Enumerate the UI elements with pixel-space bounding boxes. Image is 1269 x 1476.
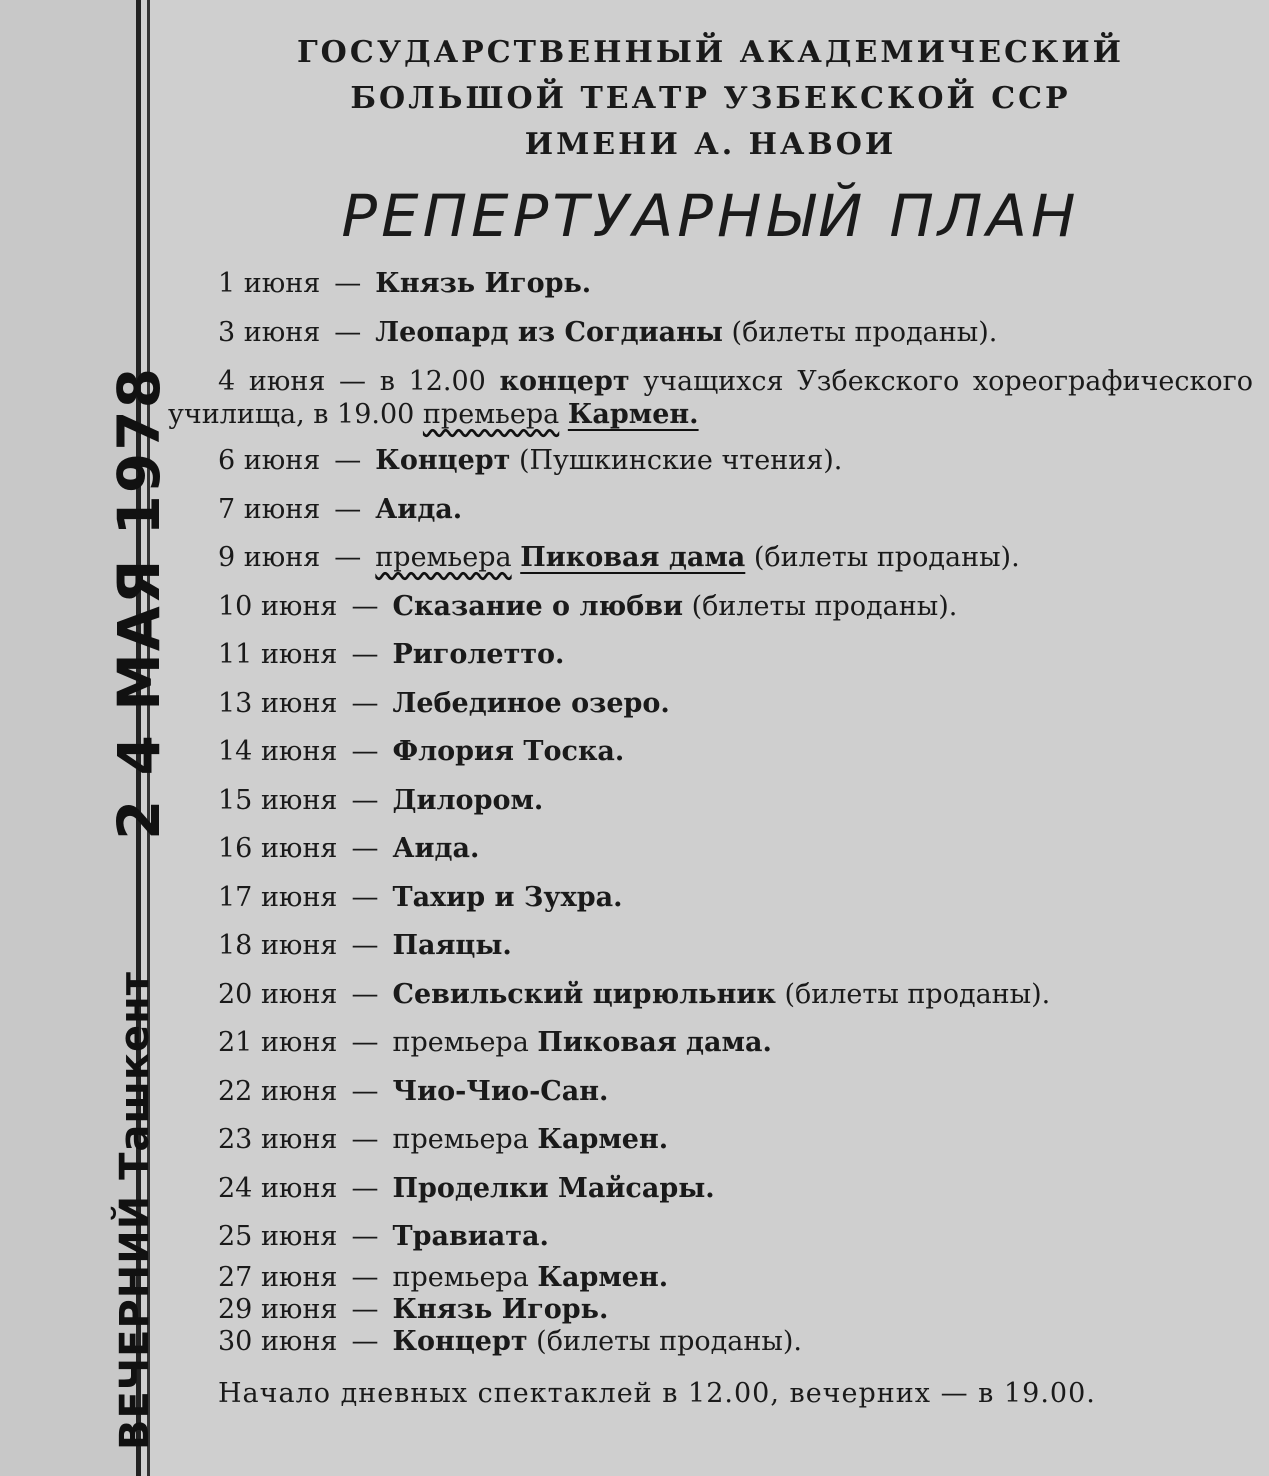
entry-show: Князь Игорь. xyxy=(392,1293,609,1325)
entry-date: 29 июня xyxy=(218,1293,338,1325)
list-item xyxy=(168,534,1253,583)
article xyxy=(168,30,1253,1409)
list-item xyxy=(168,874,1253,923)
entry-date: 15 июня xyxy=(218,784,338,816)
entry-dash: — xyxy=(351,930,379,961)
entry-note: (билеты проданы). xyxy=(753,542,1020,573)
entry-show: Кармен. xyxy=(537,1261,669,1293)
list-item xyxy=(168,1116,1253,1165)
entry-show: Лебединое озеро. xyxy=(392,687,670,719)
list-item xyxy=(168,1165,1253,1214)
list-item xyxy=(168,1294,1253,1326)
entry-date: 25 июня xyxy=(218,1221,338,1252)
entry-dash: — xyxy=(351,1325,379,1357)
entry-date: 1 июня xyxy=(218,268,321,299)
header-line-1: ГОСУДАРСТВЕННЫЙ АКАДЕМИЧЕСКИЙ xyxy=(296,35,1125,70)
list-item xyxy=(168,777,1253,826)
list-item xyxy=(168,971,1253,1020)
list-item xyxy=(168,680,1253,729)
entry-dash: — xyxy=(351,1293,379,1325)
entry-note: (билеты проданы). xyxy=(731,316,998,348)
entry-dash: — xyxy=(351,833,379,864)
entry-dash: — xyxy=(351,978,379,1010)
repertoire-list xyxy=(168,260,1253,1358)
entry-show: Чио-Чио-Сан. xyxy=(392,1075,609,1107)
entry-dash: — xyxy=(351,1221,379,1252)
entry-date: 20 июня xyxy=(218,978,338,1010)
entry-dash: — xyxy=(351,1261,379,1293)
entry-dash: — xyxy=(351,881,379,913)
entry-dash: — xyxy=(334,316,362,348)
entry-show: Концерт xyxy=(375,445,511,476)
date-stamp: 2 4 МАЯ 1978 xyxy=(105,366,173,840)
entry-show: Леопард из Согдианы xyxy=(375,316,723,348)
entry-premiere: премьера xyxy=(375,542,512,573)
list-item xyxy=(168,486,1253,535)
list-item xyxy=(168,825,1253,874)
footer-note: Начало дневных спектаклей в 12.00, вечерних — в 19.00. xyxy=(218,1377,1096,1409)
entry-text-a: — в 12.00 xyxy=(339,366,486,397)
list-item xyxy=(168,583,1253,632)
entry-dash: — xyxy=(334,445,362,476)
entry-show: Севильский цирюльник xyxy=(392,978,776,1010)
entry-premiere: премьера xyxy=(392,1261,529,1293)
list-item xyxy=(168,309,1253,358)
entry-show: Флория Тоска. xyxy=(392,736,625,767)
entry-premiere: премьера xyxy=(392,1124,529,1155)
entry-dash: — xyxy=(351,1124,379,1155)
entry-dash: — xyxy=(351,1027,379,1058)
entry-dash: — xyxy=(334,493,362,525)
list-item xyxy=(168,631,1253,680)
entry-show: Дилором. xyxy=(392,784,544,816)
entry-premiere: премьера xyxy=(392,1027,529,1058)
list-item xyxy=(168,1326,1253,1358)
entry-date: 6 июня xyxy=(218,445,321,476)
entry-date: 18 июня xyxy=(218,930,338,961)
entry-date: 21 июня xyxy=(218,1027,338,1058)
entry-date: 30 июня xyxy=(218,1325,338,1357)
entry-date: 24 июня xyxy=(218,1172,338,1204)
entry-date: 27 июня xyxy=(218,1261,338,1293)
entry-note: (билеты проданы). xyxy=(691,590,958,622)
entry-dash: — xyxy=(351,1172,379,1204)
entry-show: Риголетто. xyxy=(392,639,565,670)
entry-show: Сказание о любви xyxy=(392,590,683,622)
entry-date: 23 июня xyxy=(218,1124,338,1155)
entry-dash: — xyxy=(351,736,379,767)
entry-note: (Пушкинские чтения). xyxy=(518,445,843,476)
entry-date: 7 июня xyxy=(218,493,321,525)
entry-date: 16 июня xyxy=(218,833,338,864)
entry-dash: — xyxy=(334,268,362,299)
entry-date: 10 июня xyxy=(218,590,338,622)
entry-show: Проделки Майсары. xyxy=(392,1172,715,1204)
list-item xyxy=(168,1262,1253,1294)
entry-date: 14 июня xyxy=(218,736,338,767)
entry-date: 22 июня xyxy=(218,1075,338,1107)
entry-show: Кармен. xyxy=(567,399,699,430)
entry-dash: — xyxy=(351,784,379,816)
list-item xyxy=(168,437,1253,486)
list-item xyxy=(168,922,1253,971)
header-line-2: БОЛЬШОЙ ТЕАТР УЗБЕКСКОЙ ССР xyxy=(350,81,1071,116)
list-item xyxy=(168,1213,1253,1262)
entry-note: (билеты проданы). xyxy=(784,978,1051,1010)
list-item xyxy=(168,1068,1253,1117)
entry-date: 9 июня xyxy=(218,542,321,573)
entry-show: Аида. xyxy=(392,833,480,864)
list-item xyxy=(168,365,1253,431)
entry-show: Князь Игорь. xyxy=(375,268,592,299)
entry-show: Травиата. xyxy=(392,1221,549,1252)
entry-show: Концерт xyxy=(392,1325,528,1357)
list-item xyxy=(168,728,1253,777)
entry-show: Паяцы. xyxy=(392,930,512,961)
entry-show: Кармен. xyxy=(537,1124,669,1155)
entry-show: Аида. xyxy=(375,493,463,525)
entry-dash: — xyxy=(351,590,379,622)
entry-date: 4 июня xyxy=(218,366,326,397)
entry-show: Тахир и Зухра. xyxy=(392,881,623,913)
entry-dash: — xyxy=(351,639,379,670)
entry-date: 3 июня xyxy=(218,316,321,348)
entry-text-c: учащихся Узбекского хореографического училища, в 19.00 xyxy=(168,366,1254,430)
entry-show: Пиковая дама. xyxy=(537,1027,772,1058)
entry-dash: — xyxy=(334,542,362,573)
entry-date: 17 июня xyxy=(218,881,338,913)
list-item xyxy=(168,260,1253,309)
entry-note: (билеты проданы). xyxy=(536,1325,802,1357)
entry-premiere: премьера xyxy=(422,399,560,430)
header-line-3: ИМЕНИ А. НАВОИ xyxy=(524,127,897,162)
entry-show: Пиковая дама xyxy=(520,542,746,573)
entry-dash: — xyxy=(351,1075,379,1107)
entry-show: концерт xyxy=(499,366,630,397)
list-item xyxy=(168,1019,1253,1068)
entry-date: 11 июня xyxy=(218,639,338,670)
entry-dash: — xyxy=(351,687,379,719)
newspaper-stamp: ВЕЧЕРНИЙ Ташкент xyxy=(112,971,158,1450)
page-title: РЕПЕРТУАРНЫЙ ПЛАН xyxy=(341,182,1080,250)
entry-date: 13 июня xyxy=(218,687,338,719)
